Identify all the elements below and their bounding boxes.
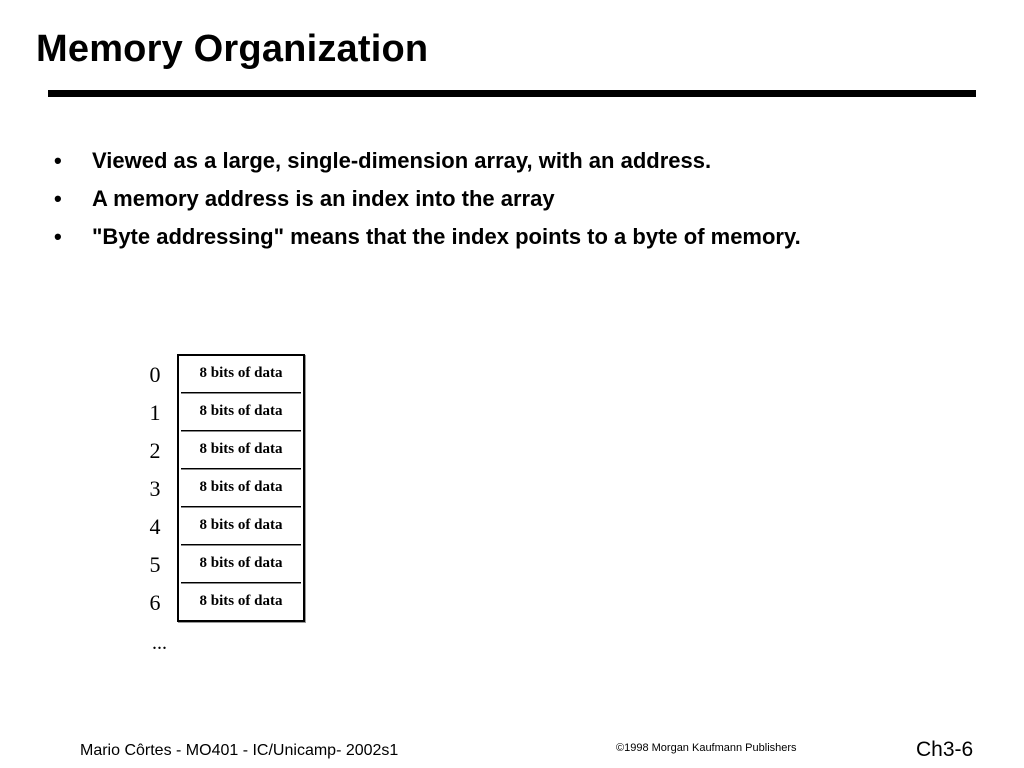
address-label: 3 — [149, 476, 161, 501]
address-label: 1 — [149, 400, 161, 425]
memory-cell: 8 bits of data — [199, 479, 283, 495]
footer-author: Mario Côrtes - MO401 - IC/Unicamp- 2002s1 — [80, 742, 399, 759]
memory-diagram — [140, 354, 320, 664]
memory-cell: 8 bits of data — [199, 441, 283, 457]
footer-copyright: ©1998 Morgan Kaufmann Publishers — [616, 742, 797, 754]
memory-cell: 8 bits of data — [199, 403, 283, 419]
memory-cell: 8 bits of data — [199, 593, 283, 609]
memory-cell: 8 bits of data — [199, 555, 283, 571]
address-label: 5 — [149, 552, 161, 577]
memory-cell: 8 bits of data — [199, 517, 283, 533]
address-label: 4 — [149, 514, 161, 539]
address-ellipsis: ... — [152, 632, 167, 654]
address-label: 6 — [149, 590, 161, 615]
address-label: 2 — [149, 438, 161, 463]
address-label: 0 — [149, 362, 161, 387]
title-rule — [48, 90, 976, 97]
bullet-dot-icon: • — [54, 224, 62, 249]
slide-title: Memory Organization — [36, 28, 429, 70]
bullet-dot-icon: • — [54, 148, 62, 173]
bullet-dot-icon: • — [54, 186, 62, 211]
bullet-text: A memory address is an index into the array — [92, 186, 555, 211]
bullet-text: "Byte addressing" means that the index points to a byte of memory. — [92, 224, 801, 249]
footer-page-number: Ch3-6 — [916, 738, 974, 761]
memory-array — [177, 354, 305, 622]
bullet-text: Viewed as a large, single-dimension array, with an address. — [92, 148, 712, 173]
memory-cell: 8 bits of data — [199, 365, 283, 381]
